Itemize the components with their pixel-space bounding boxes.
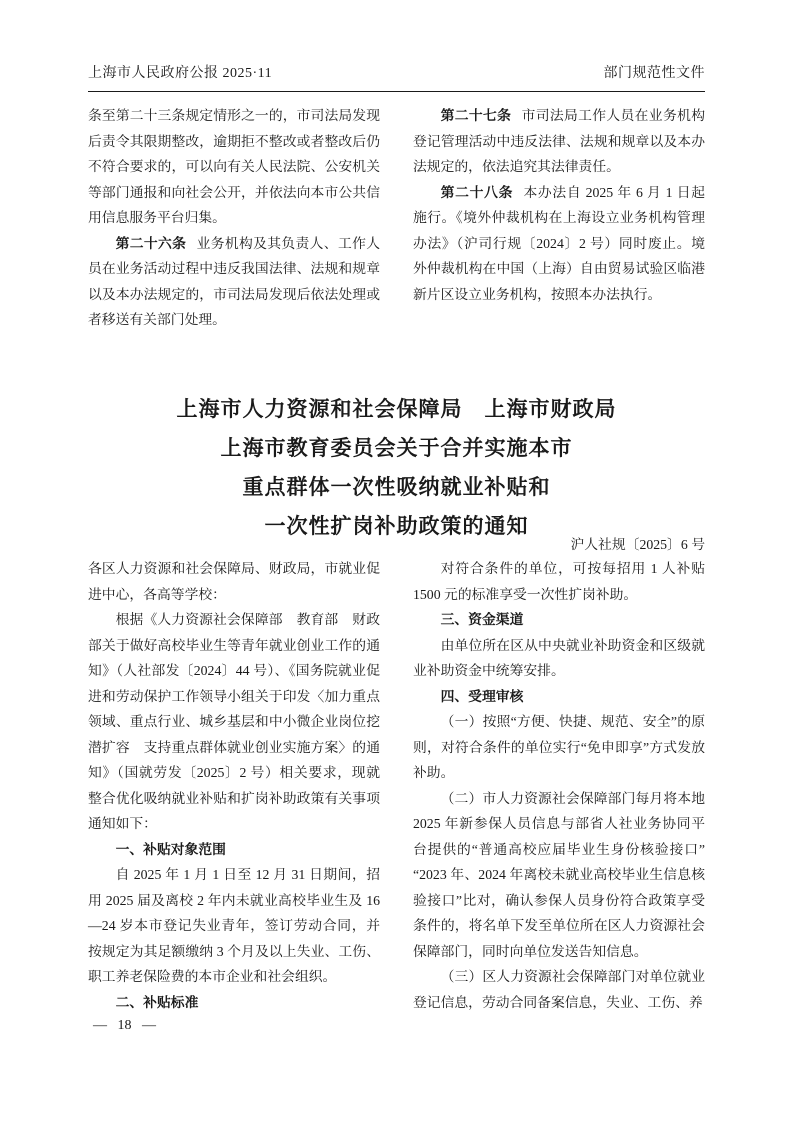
paragraph: 对符合条件的单位，可按每招用 1 人补贴 1500 元的标准享受一次性扩岗补助。 (413, 561, 705, 602)
article-text: 本办法自 2025 年 6 月 1 日起施行。《境外仲裁机构在上海设立业务机构管理办法》（沪司行规〔2024〕2 号）同时废止。境外仲裁机构在中国（上海）自由贸易试验区临港新片区设立业务机构，按照本办法执行。 (413, 184, 706, 302)
article-number: 第二十七条 (440, 108, 512, 123)
article-number: 第二十六条 (115, 235, 187, 251)
paragraph: （三）区人力资源社会保障部门对单位就业登记信息，劳动合同备案信息，失业、工伤、养 (413, 969, 705, 1010)
publication-title: 上海市人民政府公报 2025·11 (88, 66, 273, 81)
page-number: — 18 — (93, 1018, 156, 1033)
notice-title-line-4: 一次性扩岗补助政策的通知 (264, 515, 529, 538)
section-heading-3: 三、资金渠道 (440, 612, 524, 627)
notice-body (88, 556, 705, 1015)
article-text: 业务机构及其负责人、工作人员在业务活动过程中违反我国法律、法规和规章以及本办法规定的，市司法局发现后依法处理或者移送有关部门处理。 (88, 235, 381, 327)
notice-title (88, 390, 705, 546)
article-paragraph (88, 231, 380, 333)
paragraph-continuation: 条至第二十三条规定情形之一的，市司法局发现后责令其限期整改，逾期拒不整改或者整改后仍不符合要求的，可以向有关人民法院、公安机关等部门通报和向社会公开，并依法向本市公共信用信息服务平台归集。 (88, 108, 380, 225)
paragraph: （二）市人力资源社会保障部门每月将本地 2025 年新参保人员信息与部省人社业务协同平台提供的“普通高校应届毕业生身份核验接口”“2023 年、2024 年离校未就业高校毕业生信息核验接口”比对，确认参保人员身份符合政策享受条件的，将名单下发至单位所在区人力资源社会保障部门，同时向单位发送告知信息。 (413, 790, 705, 959)
body-left-column (88, 556, 380, 1015)
section-heading-4: 四、受理审核 (440, 688, 524, 704)
article-paragraph (413, 103, 705, 180)
article-paragraph (413, 180, 705, 308)
body-right-column (413, 556, 705, 1015)
notice-title-line-3: 重点群体一次性吸纳就业补贴和 (242, 476, 551, 499)
paragraph: 根据《人力资源社会保障部 教育部 财政部关于做好高校毕业生等青年就业创业工作的通知》（人社部发〔2024〕44 号）、《国务院就业促进和劳动保护工作领导小组关于印发〈加力重点领域、重点行业、城乡基层和中小微企业岗位挖潜扩容 支持重点群体就业创业实施方案〉的通知》（国就劳发〔2025〕2 号）相关要求，现就整合优化吸纳就业补贴和扩岗补助政策有关事项通知如下： (88, 612, 380, 831)
notice-title-line-1: 上海市人力资源和社会保障局 上海市财政局 (176, 398, 617, 421)
page-header (88, 62, 705, 92)
notice-title-line-2: 上海市教育委员会关于合并实施本市 (220, 437, 573, 460)
document-number: 沪人社规〔2025〕6 号 (570, 537, 705, 552)
paragraph: 自 2025 年 1 月 1 日至 12 月 31 日期间，招用 2025 届及离校 2 年内未就业高校毕业生及 16—24 岁本市登记失业青年，签订劳动合同，并按规定为其足额缴纳 3 个月及以上失业、工伤、职工养老保险费的本市企业和社会组织。 (88, 867, 380, 984)
section-label: 部门规范性文件 (603, 66, 705, 81)
article-text: 市司法局工作人员在业务机构登记管理活动中违反法律、法规和规章以及本办法规定的，依法追究其法律责任。 (413, 108, 706, 174)
top-right-column (413, 103, 705, 333)
paragraph: （一）按照“方便、快捷、规范、安全”的原则，对符合条件的单位实行“免申即享”方式发放补助。 (413, 714, 705, 780)
section-heading-1: 一、补贴对象范围 (115, 841, 226, 857)
paragraph: 由单位所在区从中央就业补助资金和区级就业补助资金中统筹安排。 (413, 637, 705, 678)
article-number: 第二十八条 (440, 184, 514, 200)
salutation: 各区人力资源和社会保障局、财政局，市就业促进中心，各高等学校： (88, 561, 380, 602)
section-heading-2: 二、补贴标准 (115, 994, 199, 1010)
previous-document-end (88, 103, 705, 333)
top-left-column (88, 103, 380, 333)
